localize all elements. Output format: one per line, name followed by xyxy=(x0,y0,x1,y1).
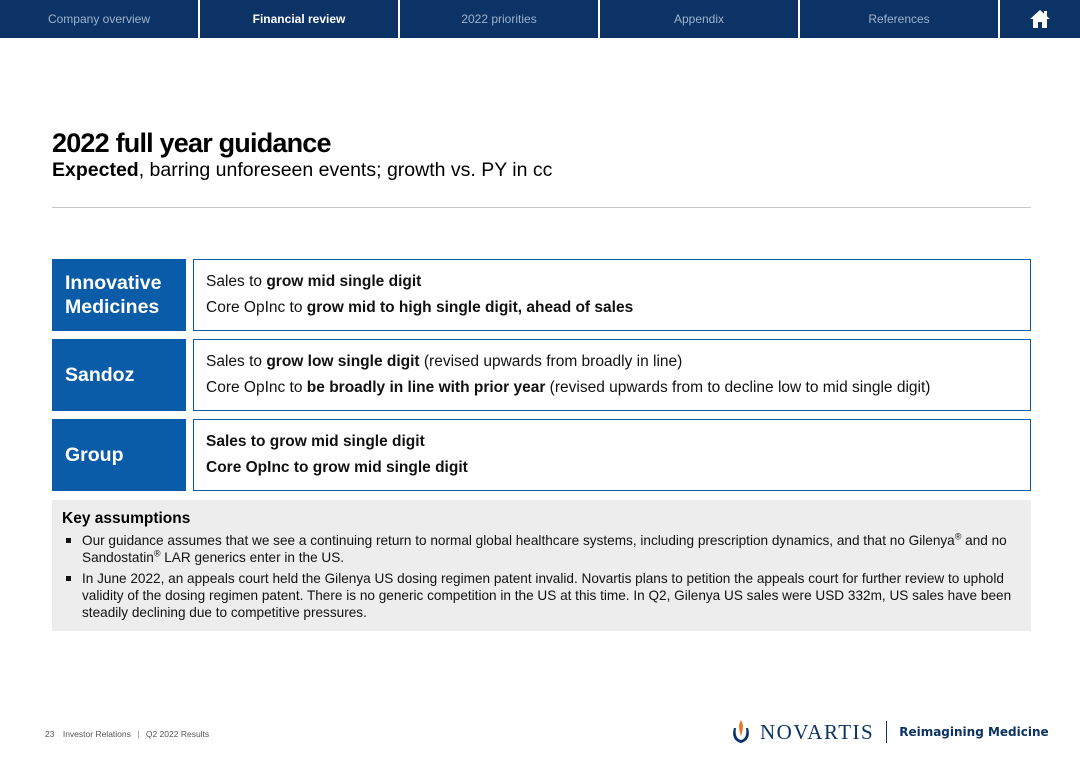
guidance-row-innovative-medicines xyxy=(52,259,1031,331)
subtitle-rest: , barring unforeseen events; growth vs. PY in cc xyxy=(138,159,553,181)
registered-mark: ® xyxy=(153,548,161,559)
guidance-value: Core OpInc to grow mid single digit xyxy=(206,459,468,476)
title-divider xyxy=(52,207,1031,208)
tab-financial-review[interactable]: Financial review xyxy=(200,0,400,38)
guidance-prefix: Sales to xyxy=(206,273,267,290)
brand-divider xyxy=(886,721,887,743)
guidance-note: (revised upwards from to decline low to mid single digit) xyxy=(545,379,931,396)
tab-appendix[interactable]: Appendix xyxy=(600,0,800,38)
page-title: 2022 full year guidance xyxy=(52,128,331,158)
top-navigation xyxy=(0,0,1080,38)
segment-label-innovative-medicines xyxy=(52,259,186,331)
footer-separator: | xyxy=(137,729,140,739)
footer-document: Q2 2022 Results xyxy=(145,729,210,739)
guidance-row-sandoz xyxy=(52,339,1031,411)
segment-label-sandoz: Sandoz xyxy=(52,339,186,411)
guidance-value: grow low single digit xyxy=(266,353,420,370)
guidance-value: grow mid single digit xyxy=(266,273,422,290)
guidance-sales-line xyxy=(206,349,1030,375)
home-icon xyxy=(1029,9,1051,29)
subtitle-bold: Expected xyxy=(52,159,139,181)
page-number: 23 xyxy=(45,729,55,739)
assumption-text: LAR generics enter in the US. xyxy=(160,550,345,565)
segment-label-group: Group xyxy=(52,419,186,491)
guidance-prefix: Core OpInc to xyxy=(206,299,307,316)
guidance-opinc-line xyxy=(206,295,1030,321)
bullet-square-icon xyxy=(66,576,71,581)
bullet-square-icon xyxy=(66,538,71,543)
tab-2022-priorities[interactable]: 2022 priorities xyxy=(400,0,600,38)
guidance-sales-line xyxy=(206,269,1030,295)
footer-department: Investor Relations xyxy=(62,729,131,739)
segment-label-line2: Medicines xyxy=(65,296,160,318)
assumption-text: and no Sandostatin xyxy=(82,533,1007,565)
assumption-text: Our guidance assumes that we see a continuing return to normal global healthcare systems, including prescription dynamics, and that no Gilenya xyxy=(82,533,955,548)
page-subtitle xyxy=(52,159,552,182)
guidance-sales-line xyxy=(206,429,1030,455)
footer-info xyxy=(45,729,209,739)
guidance-value: Sales to grow mid single digit xyxy=(206,433,425,450)
key-assumptions-list xyxy=(62,532,1019,621)
guidance-value: grow mid to high single digit, ahead of sales xyxy=(306,299,634,316)
guidance-value: be broadly in line with prior year xyxy=(306,379,546,396)
novartis-flame-logo xyxy=(730,718,752,746)
guidance-opinc-line xyxy=(206,455,1030,481)
guidance-text-group xyxy=(193,419,1031,491)
brand-tagline: Reimagining Medicine xyxy=(899,725,1049,739)
key-assumptions-title: Key assumptions xyxy=(62,510,191,527)
novartis-brand xyxy=(730,714,1049,750)
guidance-text-innovative-medicines xyxy=(193,259,1031,331)
segment-label-line1: Innovative xyxy=(65,272,162,294)
guidance-row-group xyxy=(52,419,1031,491)
guidance-opinc-line xyxy=(206,375,1030,401)
guidance-prefix: Core OpInc to xyxy=(206,379,307,396)
guidance-prefix: Sales to xyxy=(206,353,267,370)
key-assumptions-box xyxy=(52,500,1031,631)
brand-name: NOVARTIS xyxy=(760,719,875,744)
registered-mark: ® xyxy=(954,531,962,542)
assumption-text: In June 2022, an appeals court held the Gilenya US dosing regimen patent invalid. Novartis plans to petition the appeals court for further review to uphold validity of the dosing regimen patent. There is no generic competition in the US at this time. In Q2, Gilenya US sales were USD 332m, US sales have been steadily declining due to competitive pressures. xyxy=(82,571,1012,620)
list-item xyxy=(62,570,1019,621)
tab-company-overview[interactable]: Company overview xyxy=(0,0,200,38)
guidance-note: (revised upwards from broadly in line) xyxy=(419,353,683,370)
tab-references[interactable]: References xyxy=(800,0,1000,38)
home-button[interactable] xyxy=(1000,0,1080,38)
list-item xyxy=(62,532,1019,566)
guidance-text-sandoz xyxy=(193,339,1031,411)
